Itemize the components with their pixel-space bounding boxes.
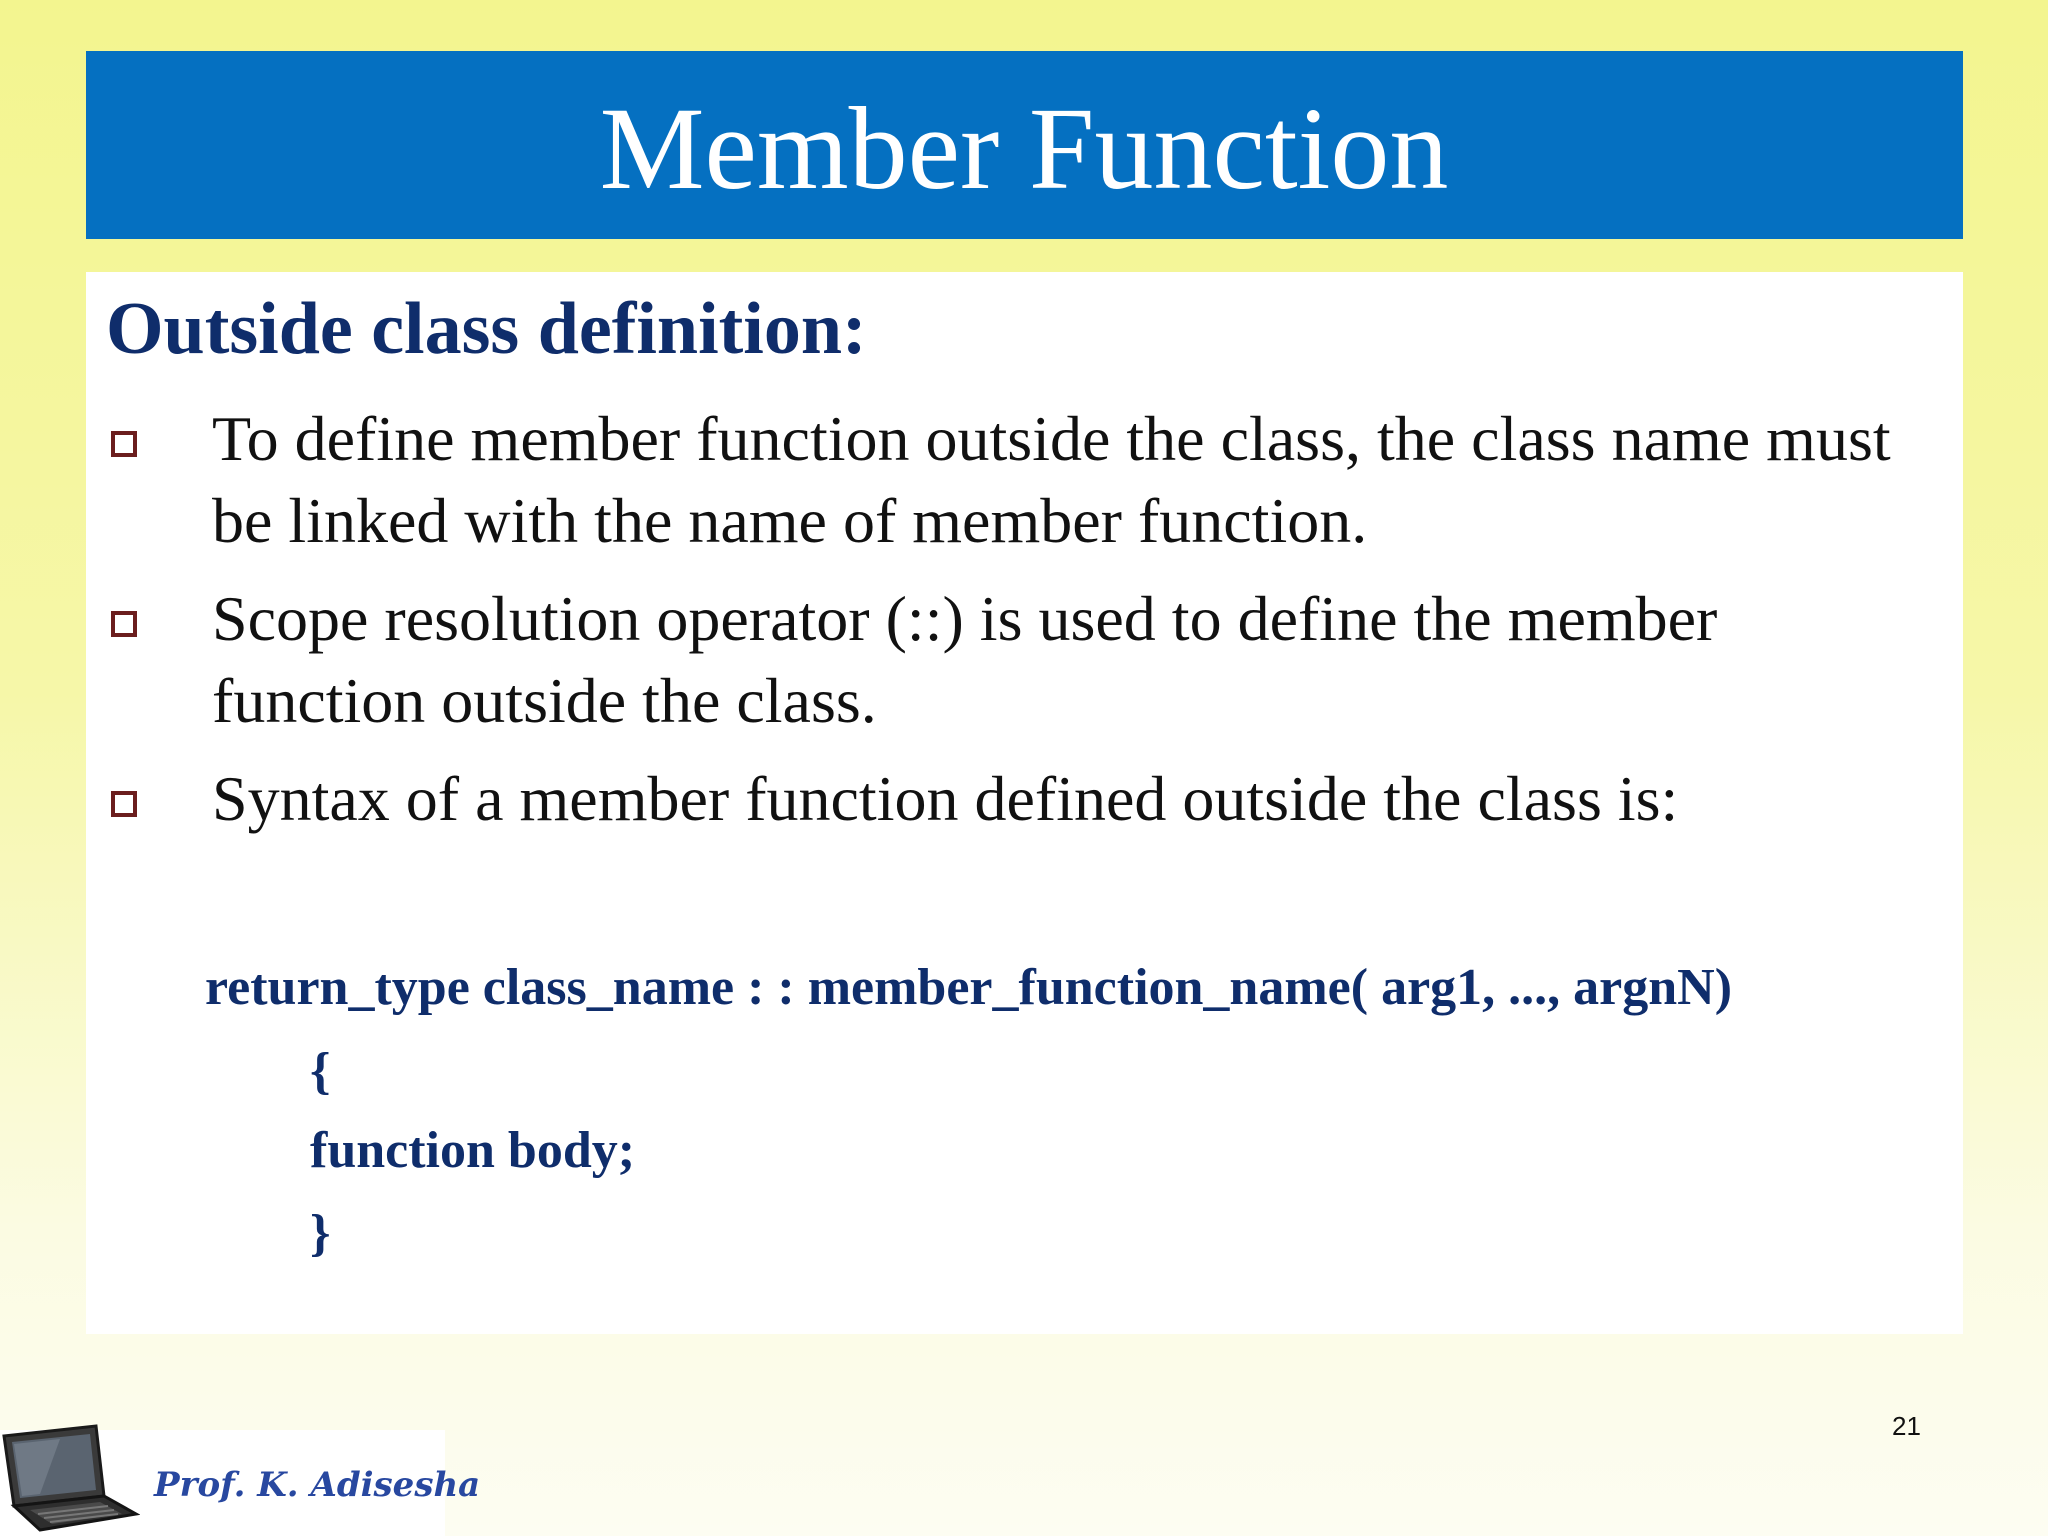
section-heading: Outside class definition: [106,288,867,370]
syntax-line-close-brace: } [310,1205,331,1262]
page-number: 21 [1892,1411,1921,1441]
bullet-square-icon [111,611,137,637]
bullet-square-icon [111,431,137,457]
author-signature: Prof. K. Adisesha [154,1465,481,1505]
syntax-line-signature: return_type class_name : : member_function_name( arg1, ..., argnN) [205,959,1733,1016]
laptop-icon [0,1418,140,1536]
bullet-item-2: Scope resolution operator (::) is used to define the member function outside the class. [212,583,1718,736]
syntax-line-body: function body; [310,1122,636,1179]
syntax-line-open-brace: { [310,1043,331,1100]
bullet-square-icon [111,791,137,817]
slide-title: Member Function [599,83,1449,214]
bullet-item-3: Syntax of a member function defined outside the class is: [212,763,1679,834]
bullet-item-1: To define member function outside the class, the class name must be linked with the name of member function. [212,403,1891,556]
